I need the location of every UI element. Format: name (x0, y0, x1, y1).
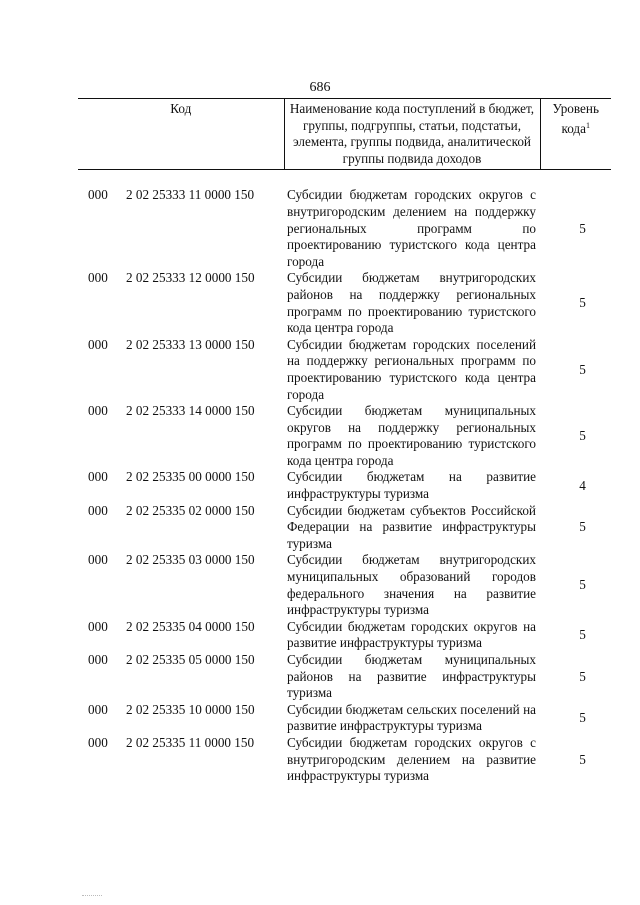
revenue-code: 2 02 25335 00 0000 150 (126, 469, 255, 485)
row-code-cell (78, 552, 284, 618)
table-row (78, 187, 611, 270)
code-level: 5 (579, 361, 586, 377)
revenue-name: Субсидии бюджетам городских округов с внутригородским делением на развитие инфраструктуры туризма (287, 734, 536, 784)
admin-code: 000 (88, 552, 108, 568)
table-row (78, 652, 611, 702)
admin-code: 000 (88, 652, 108, 667)
header-name: Наименование кода поступлений в бюджет, группы, подгруппы, статьи, подстатьи, элемента, группы подвида, аналитической группы подвида доходов (284, 99, 540, 170)
row-code-cell (78, 187, 284, 270)
table-body (78, 170, 611, 785)
admin-code: 000 (88, 701, 108, 717)
code-level: 5 (579, 751, 586, 767)
code-level: 5 (579, 220, 586, 236)
table-row (78, 337, 611, 403)
code-level: 5 (579, 295, 586, 311)
admin-code: 000 (88, 469, 108, 485)
code-level: 5 (579, 519, 586, 535)
row-code-cell (78, 619, 284, 652)
revenue-name: Субсидии бюджетам муниципальных районов на развитие инфраструктуры туризма (287, 652, 536, 701)
revenue-name: Субсидии бюджетам субъектов Российской Федерации на развитие инфраструктуры туризма (287, 502, 536, 551)
table-header-row (78, 99, 611, 170)
admin-code: 000 (88, 270, 108, 286)
table-row (78, 702, 611, 735)
table-row (78, 619, 611, 652)
revenue-name: Субсидии бюджетам городских поселений на поддержку региональных программ по проектированию туристского кода центра города (287, 336, 536, 402)
row-code-cell (78, 337, 284, 403)
admin-code: 000 (88, 734, 108, 750)
revenue-codes-table (78, 98, 611, 785)
revenue-code: 2 02 25335 11 0000 150 (126, 734, 255, 750)
revenue-name: Субсидии бюджетам городских округов с внутригородским делением на поддержку региональных программ по проектированию туристского кода центра города (287, 187, 536, 269)
code-level: 5 (579, 427, 586, 443)
code-level: 5 (579, 668, 586, 684)
row-code-cell (78, 735, 284, 785)
header-level-footnote-mark: 1 (586, 120, 590, 130)
revenue-code: 2 02 25335 02 0000 150 (126, 502, 255, 518)
code-level: 5 (579, 710, 586, 726)
table-row (78, 403, 611, 469)
code-level: 5 (579, 577, 586, 593)
admin-code: 000 (88, 403, 108, 419)
admin-code: 000 (88, 187, 108, 203)
table-row (78, 469, 611, 502)
code-level: 4 (579, 477, 586, 493)
revenue-name: Субсидии бюджетам муниципальных округов на поддержку региональных программ по проектированию туристского кода центра города (287, 403, 536, 468)
revenue-name: Субсидии бюджетам внутригородских районов на поддержку региональных программ по проектированию туристского кода центра города (287, 270, 536, 336)
revenue-name: Субсидии бюджетам сельских поселений на развитие инфраструктуры туризма (287, 701, 536, 734)
code-level: 5 (579, 627, 586, 643)
revenue-code: 2 02 25333 11 0000 150 (126, 187, 255, 203)
row-code-cell (78, 403, 284, 469)
scan-artifact (82, 895, 102, 902)
revenue-code: 2 02 25335 05 0000 150 (126, 652, 255, 667)
table-row (78, 735, 611, 785)
row-code-cell (78, 702, 284, 735)
revenue-name: Субсидии бюджетам на развитие инфраструктуры туризма (287, 469, 536, 502)
revenue-code: 2 02 25335 04 0000 150 (126, 618, 255, 634)
admin-code: 000 (88, 336, 108, 352)
row-code-cell (78, 652, 284, 702)
header-spacer (78, 170, 611, 188)
revenue-code: 2 02 25333 14 0000 150 (126, 403, 255, 419)
table-row (78, 270, 611, 336)
header-level (540, 99, 611, 170)
revenue-code: 2 02 25335 10 0000 150 (126, 701, 255, 717)
revenue-name: Субсидии бюджетам городских округов на развитие инфраструктуры туризма (287, 618, 536, 651)
revenue-code: 2 02 25333 12 0000 150 (126, 270, 255, 286)
admin-code: 000 (88, 618, 108, 634)
page-number: 686 (309, 80, 331, 95)
table-row (78, 503, 611, 553)
row-code-cell (78, 270, 284, 336)
header-code: Код (78, 99, 284, 170)
row-code-cell (78, 469, 284, 502)
admin-code: 000 (88, 502, 108, 518)
revenue-code: 2 02 25333 13 0000 150 (126, 336, 255, 352)
header-level-label: Уровень кода (552, 101, 599, 136)
row-code-cell (78, 503, 284, 553)
table-row (78, 552, 611, 618)
revenue-code: 2 02 25335 03 0000 150 (126, 552, 255, 568)
revenue-name: Субсидии бюджетам внутригородских муниципальных образований городов федерального значения на развитие инфраструктуры туризма (287, 552, 536, 618)
